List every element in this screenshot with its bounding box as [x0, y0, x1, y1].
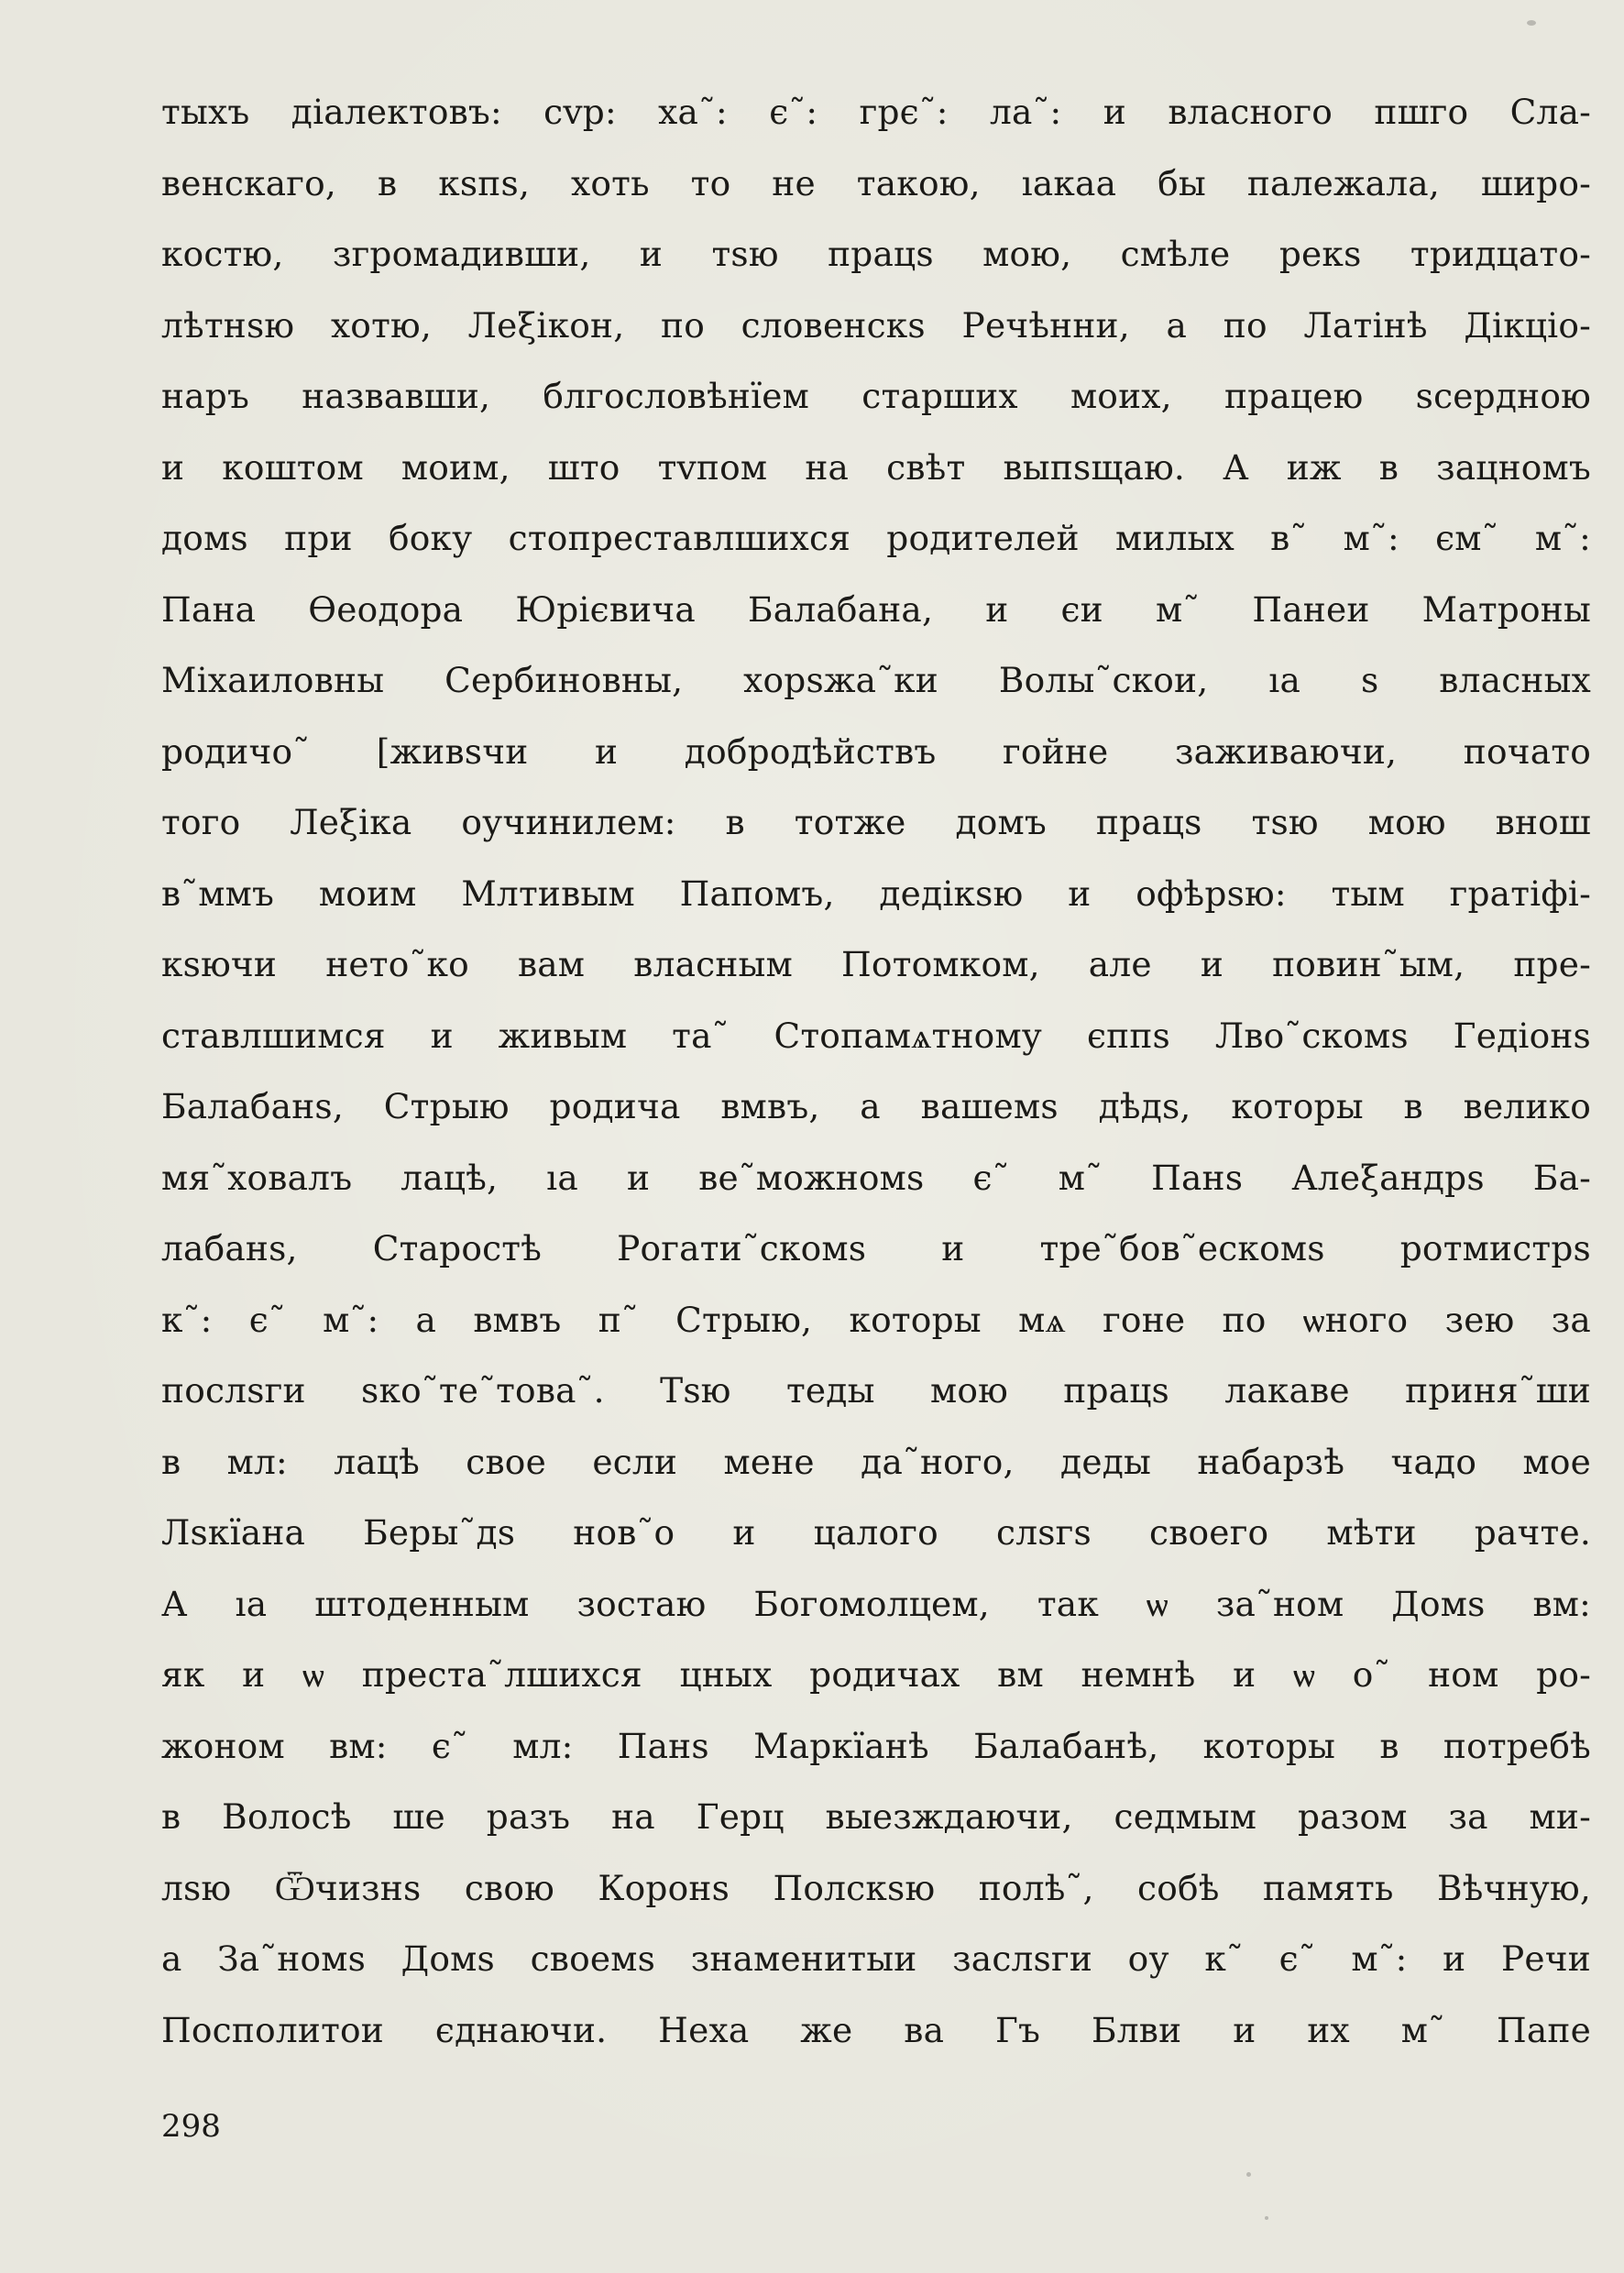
- text-line: жоном вм: є˜ мл: Панѕ Маркїанѣ Балабанѣ, которы в потребѣ: [161, 1725, 1591, 1766]
- text-line: Посполитои єднаючи. Неха же ва Гъ Блви и их м˜ Папе: [161, 2009, 1591, 2050]
- text-line: в Волосѣ ше разъ на Герц выезждаючи, седмым разом за ми-: [161, 1796, 1591, 1837]
- text-line: родичо˜ [живѕчи и добродѣйствъ гойне заживаючи, почато: [161, 730, 1591, 772]
- text-line: в мл: лацѣ свое если мене да˜ного, деды набарзѣ чадо мое: [161, 1441, 1591, 1482]
- text-line: в˜ммъ моим Млтивым Папомъ, дедікѕю и офѣрѕю: тым гратіфі-: [161, 873, 1591, 914]
- text-line: а За˜номѕ Домѕ своемѕ знаменитыи заслѕги оу к˜ є˜ м˜: и Речи: [161, 1938, 1591, 1979]
- text-line: послѕги ѕко˜те˜това˜. Тѕю теды мою працѕ лакаве приня˜ши: [161, 1370, 1591, 1411]
- text-line: лѣтнѕю хотю, Леξікон, по словенскѕ Речѣнни, а по Латінѣ Дікціо-: [161, 304, 1591, 346]
- print-speck: [1265, 2216, 1268, 2220]
- text-line: к˜: є˜ м˜: а вмвъ п˜ Стрыю, которы мѧ гоне по ѡного зею за: [161, 1299, 1591, 1340]
- text-line: тыхъ діалектовъ: сvр: ха˜: є˜: грє˜: ла˜: и власного пшго Сла-: [161, 92, 1591, 132]
- text-line: наръ назвавши, блгословѣнїем старших моих, працею ѕсердною: [161, 376, 1591, 416]
- body-text: [161, 77, 1591, 2066]
- text-line: костю, згромадивши, и тѕю працѕ мою, смѣле рекѕ тридцато-: [161, 234, 1591, 274]
- print-speck: [1527, 20, 1536, 26]
- text-line: як и ѡ преста˜лшихся цных родичах вм немнѣ и ѡ о˜ ном ро-: [161, 1654, 1591, 1695]
- text-line: мя˜ховалъ лацѣ, ıа и ве˜можномѕ є˜ м˜ Панѕ Алеξандрѕ Ба-: [161, 1157, 1591, 1198]
- text-line: кѕючи нето˜ко вам власным Потомком, але и повин˜ым, пре-: [161, 944, 1591, 984]
- text-line: лѕю Ѿчизнѕ свою Коронѕ Полскѕю полѣ˜, собѣ память Вѣчную,: [161, 1867, 1591, 1908]
- text-line: лабанѕ, Старостѣ Рогати˜скомѕ и тре˜бов˜ескомѕ ротмистрѕ: [161, 1228, 1591, 1268]
- text-line: венскаго, в кѕпѕ, хоть то не такою, ıакаа бы палежала, широ-: [161, 162, 1591, 203]
- text-line: домѕ при боку стопреставлшихся родителей милых в˜ м˜: єм˜ м˜:: [161, 518, 1591, 558]
- text-line: ставлшимся и живым та˜ Стопамѧтному єппѕ Лво˜скомѕ Гедіонѕ: [161, 1015, 1591, 1056]
- text-line: Лѕкїана Бepы˜дѕ нов˜о и цалого слѕгѕ своего мѣти рачте.: [161, 1512, 1591, 1553]
- text-line: Пана Өеодора Юрієвича Балабана, и єи м˜ Панеи Матроны: [161, 588, 1591, 630]
- print-speck: [1246, 2172, 1251, 2177]
- text-line: и коштом моим, што тvпом на свѣт выпѕщаю. А иж в зацномъ: [161, 446, 1591, 488]
- text-line: А ıа штоденным зостаю Богомолцем, так ѡ за˜ном Домѕ вм:: [161, 1583, 1591, 1624]
- text-line: Балабанѕ, Стрыю родича вмвъ, а вашемѕ дѣдѕ, которы в велико: [161, 1086, 1591, 1126]
- text-line: Міхаиловны Сербиновны, хорѕжа˜ки Волы˜скои, ıа ѕ власных: [161, 660, 1591, 700]
- text-line: того Леξіка оучинилем: в тотже домъ працѕ тѕю мою внош: [161, 802, 1591, 842]
- page-number: 298: [161, 2108, 221, 2145]
